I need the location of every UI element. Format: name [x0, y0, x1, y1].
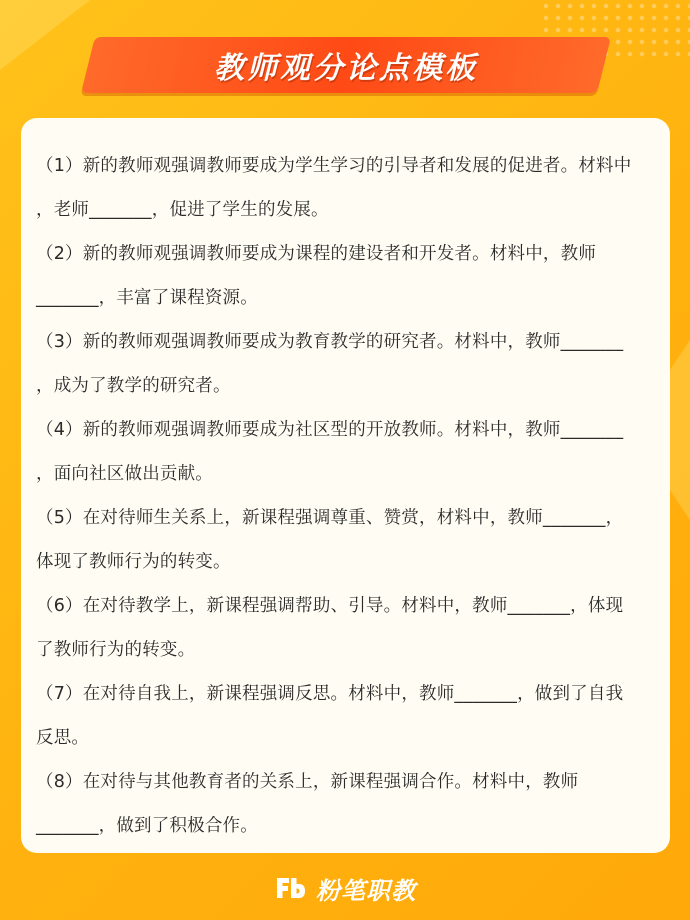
point-line: （5）在对待师生关系上，新课程强调尊重、赞赏，材料中，教师_______， — [36, 508, 624, 528]
point-line: 了教师行为的转变。 — [36, 640, 196, 660]
point-line: 反思。 — [36, 728, 90, 748]
point-item-3 — [36, 320, 666, 408]
point-line: 体现了教师行为的转变。 — [36, 552, 231, 572]
point-item-1 — [36, 144, 666, 232]
point-item-2 — [36, 232, 666, 320]
point-item-6 — [36, 584, 666, 672]
point-line: ，老师_______，促进了学生的发展。 — [36, 200, 329, 220]
point-item-8 — [36, 760, 666, 848]
point-line: （7）在对待自我上，新课程强调反思。材料中，教师_______，做到了自我 — [36, 684, 624, 704]
point-line: （4）新的教师观强调教师要成为社区型的开放教师。材料中，教师_______ — [36, 420, 624, 440]
point-line: （2）新的教师观强调教师要成为课程的建设者和开发者。材料中，教师 — [36, 244, 597, 264]
point-line: （3）新的教师观强调教师要成为教育教学的研究者。材料中，教师_______ — [36, 332, 624, 352]
decorative-triangle — [0, 0, 90, 70]
point-line: _______，丰富了课程资源。 — [36, 288, 258, 308]
point-line: ，面向社区做出贡献。 — [36, 464, 213, 484]
fb-logo-icon — [274, 875, 308, 901]
brand-footer — [0, 868, 690, 908]
point-list — [36, 144, 666, 848]
point-line: （6）在对待教学上，新课程强调帮助、引导。材料中，教师_______，体现 — [36, 596, 624, 616]
point-line: _______，做到了积极合作。 — [36, 816, 258, 836]
point-item-7 — [36, 672, 666, 760]
point-line: （8）在对待与其他教育者的关系上，新课程强调合作。材料中，教师 — [36, 772, 579, 792]
content-card — [21, 118, 670, 853]
brand-name: 粉笔职教 — [316, 876, 416, 905]
page-title: 教师观分论点模板 — [214, 51, 478, 86]
point-item-4 — [36, 408, 666, 496]
point-line: （1）新的教师观强调教师要成为学生学习的引导者和发展的促进者。材料中 — [36, 156, 632, 176]
point-item-5 — [36, 496, 666, 584]
point-line: ，成为了教学的研究者。 — [36, 376, 231, 396]
